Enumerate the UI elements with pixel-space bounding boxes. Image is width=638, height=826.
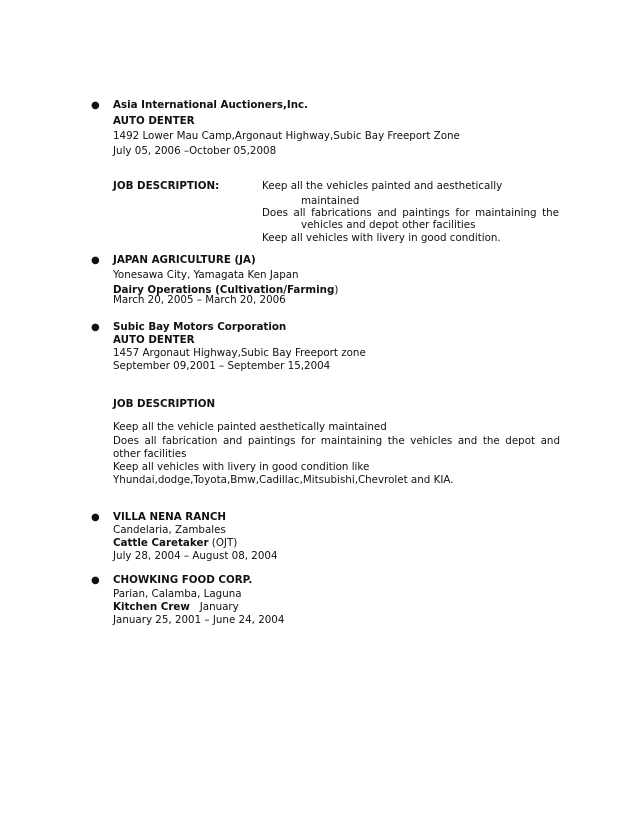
bullet-icon: ● — [91, 100, 100, 111]
job-description-line: Keep all the vehicle painted aesthetically maintained — [113, 421, 387, 433]
job-role: Dairy Operations (Cultivation/Farming — [113, 284, 335, 296]
job-description-heading: JOB DESCRIPTION — [113, 398, 216, 410]
job-dates: September 09,2001 – September 15,2004 — [113, 360, 331, 372]
job-company: Asia International Auctioners,Inc. — [113, 99, 309, 111]
job-role-line — [113, 537, 237, 550]
bullet-icon: ● — [91, 255, 100, 266]
job-dates: July 28, 2004 – August 08, 2004 — [113, 550, 278, 562]
job-description-line: Does all fabrication and paintings for maintaining the vehicles and the depot and — [113, 435, 560, 447]
job-description-line: Keep all the vehicles painted and aesthetically — [262, 180, 503, 192]
job-description-line: Keep all vehicles with livery in good condition. — [262, 232, 501, 244]
job-location: Yonesawa City, Yamagata Ken Japan — [113, 269, 299, 281]
job-role-suffix: (OJT) — [208, 537, 238, 549]
job-role: AUTO DENTER — [113, 115, 195, 127]
job-company: JAPAN AGRICULTURE (JA) — [113, 254, 256, 266]
job-company: VILLA NENA RANCH — [113, 511, 226, 523]
job-role-line — [113, 601, 239, 614]
job-dates: March 20, 2005 – March 20, 2006 — [113, 294, 286, 306]
job-location: Candelaria, Zambales — [113, 524, 226, 536]
job-description-line: Yhundai,dodge,Toyota,Bmw,Cadillac,Mitsubishi,Chevrolet and KIA. — [113, 474, 454, 486]
job-address: 1457 Argonaut Highway,Subic Bay Freeport zone — [113, 347, 366, 359]
job-dates: July 05, 2006 –October 05,2008 — [113, 145, 277, 157]
job-dates: January 25, 2001 – June 24, 2004 — [113, 614, 285, 626]
job-description-line: Keep all vehicles with livery in good condition like — [113, 461, 370, 473]
job-address: 1492 Lower Mau Camp,Argonaut Highway,Subic Bay Freeport Zone — [113, 130, 460, 142]
job-description-line: vehicles and depot other facilities — [301, 219, 476, 231]
job-company: CHOWKING FOOD CORP. — [113, 574, 253, 586]
job-role-suffix: ) — [334, 284, 339, 296]
job-role: Cattle Caretaker — [113, 537, 209, 549]
job-role-suffix: January — [189, 601, 239, 613]
job-location: Parian, Calamba, Laguna — [113, 588, 242, 600]
job-description-line: maintained — [301, 195, 360, 207]
job-description-line: other facilities — [113, 448, 187, 460]
job-description-heading: JOB DESCRIPTION: — [113, 180, 220, 192]
job-description-line: Does all fabrications and paintings for maintaining the — [262, 207, 559, 219]
job-role: AUTO DENTER — [113, 334, 195, 346]
bullet-icon: ● — [91, 322, 100, 333]
bullet-icon: ● — [91, 575, 100, 586]
job-role: Kitchen Crew — [113, 601, 190, 613]
bullet-icon: ● — [91, 512, 100, 523]
job-company: Subic Bay Motors Corporation — [113, 321, 287, 333]
